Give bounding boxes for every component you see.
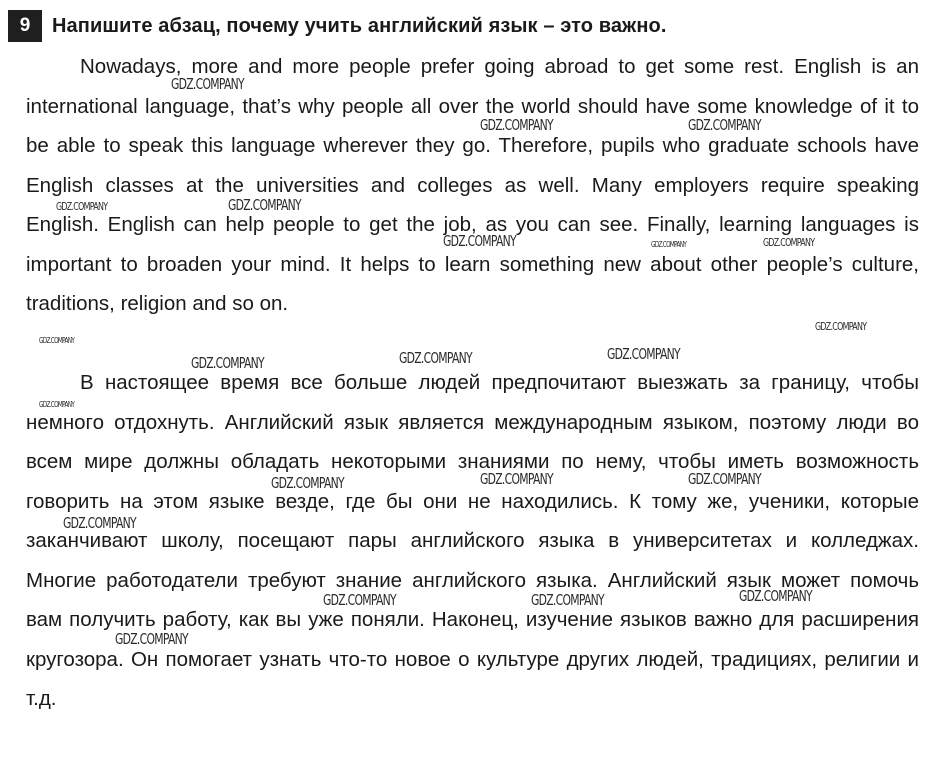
russian-translation-block — [26, 363, 919, 719]
watermark: GDZ.COMPANY — [739, 587, 812, 605]
task-header — [8, 10, 666, 42]
watermark: GDZ.COMPANY — [531, 591, 604, 609]
watermark: GDZ.COMPANY — [228, 196, 301, 214]
english-answer-block — [26, 47, 919, 324]
watermark: GDZ.COMPANY — [63, 514, 136, 532]
watermark: GDZ.COMPANY — [323, 591, 396, 609]
task-number-badge: 9 — [8, 10, 42, 42]
english-paragraph: Nowadays, more and more people prefer going abroad to get some rest. English is an international language, that’s why people all over the world should have some knowledge of it to be able to speak this language wherever they go. Therefore, pupils who graduate schools have English classes at the universities and colleges as well. Many employers require speaking English. English can help people to get the job, as you can see. Finally, learning languages is important to broaden your mind. It helps to learn something new about other people’s culture, traditions, religion and so on. — [26, 55, 919, 315]
watermark: GDZ.COMPANY — [480, 470, 553, 488]
watermark: GDZ.COMPANY — [399, 349, 472, 367]
watermark: GDZ.COMPANY — [271, 474, 344, 492]
russian-paragraph: В настоящее время все больше людей предпочитают выезжать за границу, чтобы немного отдохнуть. Английский язык является международным языком, поэтому люди во всем мире должны обладать некоторыми знаниями по нему, чтобы иметь возможность говорить на этом языке везде, где бы они не находились. К тому же, ученики, которые заканчивают школу, посещают пары английского языка в университетах и колледжах. Многие работодатели требуют знание английского языка. Английский язык может помочь вам получить работу, как вы уже поняли. Наконец, изучение языков важно для расширения кругозора. Он помогает узнать что-то новое о культуре других людей, традициях, религии и т.д. — [26, 371, 919, 710]
watermark: GDZ.COMPANY — [688, 116, 761, 134]
watermark: GDZ.COMPANY — [56, 200, 108, 213]
watermark: GDZ.COMPANY — [115, 630, 188, 648]
watermark: GDZ.COMPANY — [39, 336, 75, 345]
watermark: GDZ.COMPANY — [815, 320, 867, 333]
watermark: GDZ.COMPANY — [191, 354, 264, 372]
watermark: GDZ.COMPANY — [607, 345, 680, 363]
watermark: GDZ.COMPANY — [763, 236, 815, 249]
task-title: Напишите абзац, почему учить английский язык – это важно. — [52, 14, 667, 37]
watermark: GDZ.COMPANY — [480, 116, 553, 134]
watermark: GDZ.COMPANY — [688, 470, 761, 488]
watermark: GDZ.COMPANY — [171, 75, 244, 93]
watermark: GDZ.COMPANY — [443, 232, 516, 250]
watermark: GDZ.COMPANY — [39, 400, 75, 409]
watermark: GDZ.COMPANY — [651, 240, 687, 249]
